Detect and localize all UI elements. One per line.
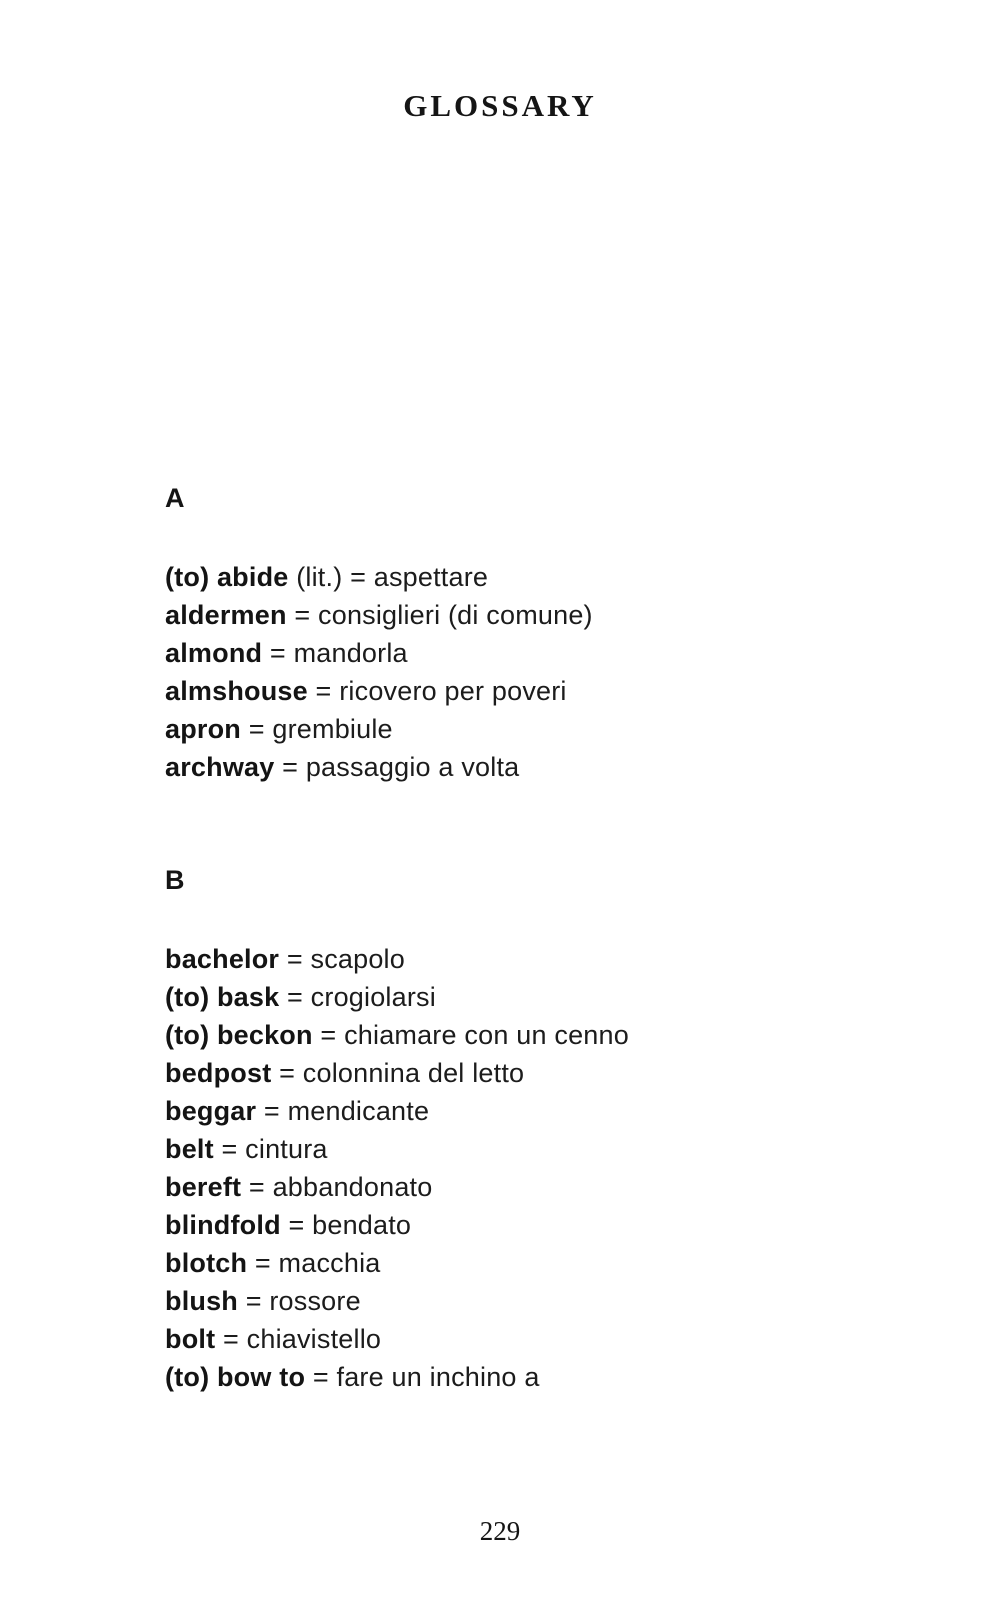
glossary-entry xyxy=(165,672,1000,710)
entry-term: bedpost xyxy=(165,1058,272,1088)
glossary-entry xyxy=(165,1320,1000,1358)
entry-definition: = fare un inchino a xyxy=(305,1362,540,1392)
entry-definition: = macchia xyxy=(247,1248,381,1278)
entry-definition: = abbandonato xyxy=(241,1172,433,1202)
entry-definition: = rossore xyxy=(238,1286,361,1316)
entry-term: bereft xyxy=(165,1172,242,1202)
entry-term: beggar xyxy=(165,1096,257,1126)
entry-term: (to) bow to xyxy=(165,1362,306,1392)
entry-definition: = scapolo xyxy=(279,944,405,974)
entry-term: (to) abide xyxy=(165,562,289,592)
entry-definition: = chiamare con un cenno xyxy=(312,1020,629,1050)
entry-term: bolt xyxy=(165,1324,216,1354)
entry-definition: = grembiule xyxy=(241,714,393,744)
glossary-entry xyxy=(165,1282,1000,1320)
entry-term: apron xyxy=(165,714,242,744)
glossary-entry xyxy=(165,978,1000,1016)
glossary-content xyxy=(165,482,1000,1396)
entry-term: (to) bask xyxy=(165,982,280,1012)
entry-definition: = cintura xyxy=(213,1134,328,1164)
entry-definition: = mandorla xyxy=(262,638,408,668)
glossary-page xyxy=(0,88,1000,1599)
glossary-entry xyxy=(165,1206,1000,1244)
glossary-section xyxy=(165,864,1000,1396)
entry-term: almshouse xyxy=(165,676,308,706)
glossary-entry xyxy=(165,596,1000,634)
entry-term: bachelor xyxy=(165,944,280,974)
entry-term: blotch xyxy=(165,1248,248,1278)
entry-term: belt xyxy=(165,1134,214,1164)
entry-term: almond xyxy=(165,638,263,668)
entry-term: aldermen xyxy=(165,600,287,630)
page-title: GLOSSARY xyxy=(403,88,597,123)
entry-definition: = passaggio a volta xyxy=(274,752,520,782)
entry-definition: = chiavistello xyxy=(215,1324,382,1354)
page-number: 229 xyxy=(479,1516,521,1546)
glossary-entry xyxy=(165,1054,1000,1092)
entry-definition: = colonnina del letto xyxy=(271,1058,525,1088)
glossary-entry xyxy=(165,634,1000,672)
glossary-entry xyxy=(165,1092,1000,1130)
glossary-entry xyxy=(165,1130,1000,1168)
glossary-section xyxy=(165,482,1000,786)
section-letter: B xyxy=(165,865,185,895)
entry-definition: = crogiolarsi xyxy=(279,982,436,1012)
entry-definition: = consiglieri (di comune) xyxy=(286,600,593,630)
glossary-entry xyxy=(165,940,1000,978)
glossary-entry xyxy=(165,1168,1000,1206)
entry-definition: (lit.) = aspettare xyxy=(288,562,489,592)
glossary-entry xyxy=(165,558,1000,596)
glossary-entry xyxy=(165,1016,1000,1054)
entry-definition: = mendicante xyxy=(256,1096,430,1126)
entry-term: blush xyxy=(165,1286,238,1316)
section-letter: A xyxy=(165,483,185,513)
glossary-entry xyxy=(165,748,1000,786)
entry-term: archway xyxy=(165,752,275,782)
glossary-entry xyxy=(165,1244,1000,1282)
glossary-entry xyxy=(165,1358,1000,1396)
entry-definition: = bendato xyxy=(280,1210,412,1240)
glossary-entry xyxy=(165,710,1000,748)
entry-definition: = ricovero per poveri xyxy=(307,676,567,706)
entry-term: blindfold xyxy=(165,1210,281,1240)
entry-term: (to) beckon xyxy=(165,1020,313,1050)
